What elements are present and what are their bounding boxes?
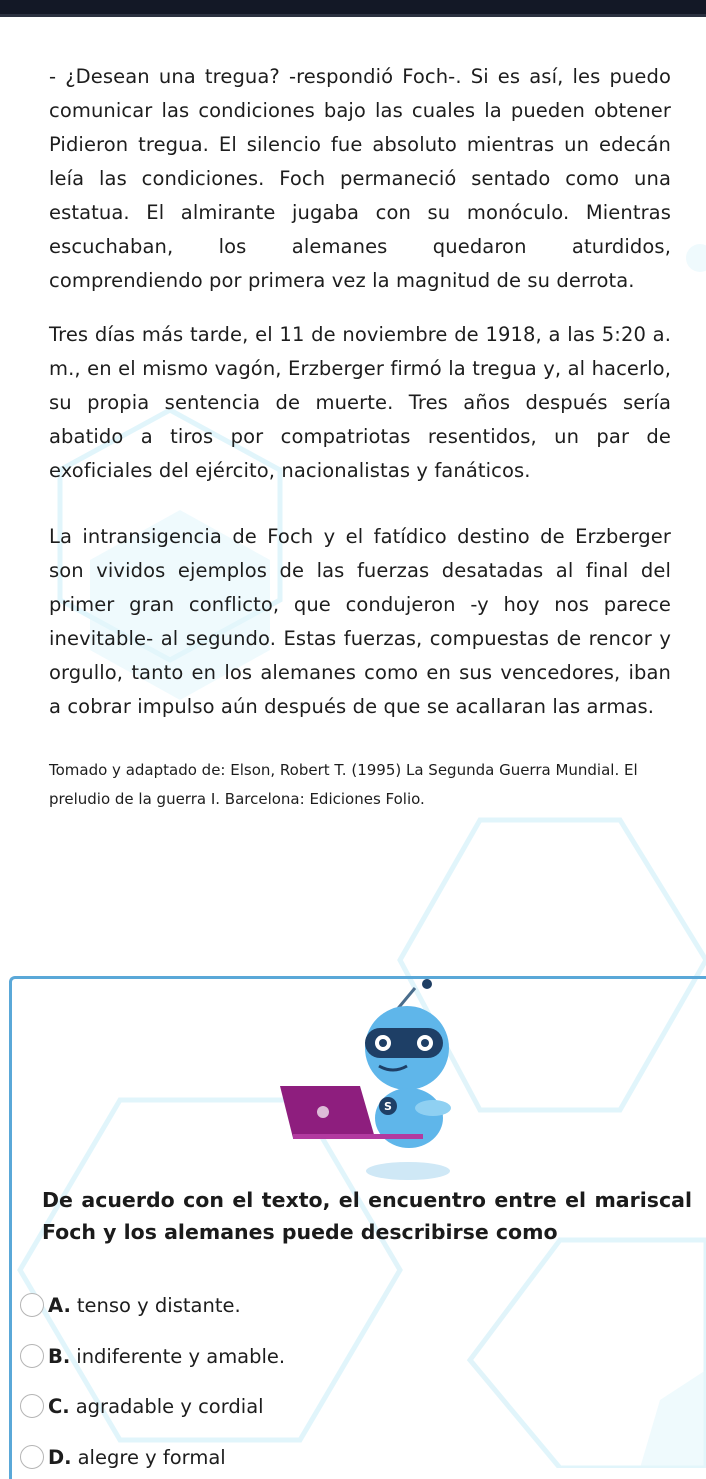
- source-citation: Tomado y adaptado de: Elson, Robert T. (1995) La Segunda Guerra Mundial. El preludio de la guerra I. Barcelona: Ediciones Folio.: [49, 761, 638, 808]
- radio-a[interactable]: [20, 1293, 44, 1317]
- robot-badge: S: [384, 1100, 392, 1113]
- question-text: De acuerdo con el texto, el encuentro entre el mariscal Foch y los alemanes puede describirse como: [42, 1188, 692, 1244]
- radio-d[interactable]: [20, 1445, 44, 1469]
- option-b-text: indiferente y amable.: [76, 1344, 286, 1368]
- paragraph-2: Tres días más tarde, el 11 de noviembre de 1918, a las 5:20 a. m., en el mismo vagón, Erzberger firmó la tregua y, al hacerlo, su propia sentencia de muerte. Tres años después sería abatido a tiros por compatriotas resentidos, un par de exoficiales del ejército, nacionalistas y fanáticos.: [49, 323, 671, 482]
- paragraph-3: La intransigencia de Foch y el fatídico destino de Erzberger son vividos ejemplos de las fuerzas desatadas al final del primer gran conflicto, que condujeron -y hoy nos parece inevitable- al segundo. Estas fuerzas, compuestas de rencor y orgullo, tanto en los alemanes como en sus vencedores, iban a cobrar impulso aún después de que se acallaran las armas.: [49, 525, 671, 718]
- reading-passage: [49, 60, 671, 814]
- option-b[interactable]: [20, 1341, 285, 1371]
- paragraph-1: - ¿Desean una tregua? -respondió Foch-. Si es así, les puedo comunicar las condiciones bajo las cuales la pueden obtener Pidieron tregua. El silencio fue absoluto mientras un edecán leía las condiciones. Foch permaneció sentado como una estatua. El almirante jugaba con su monóculo. Mientras escuchaban, los alemanes quedaron aturdidos, comprendiendo por primera vez la magnitud de su derrota.: [49, 65, 671, 292]
- option-c-letter: C.: [48, 1394, 70, 1418]
- option-b-letter: B.: [48, 1344, 71, 1368]
- radio-c[interactable]: [20, 1394, 44, 1418]
- option-d-letter: D.: [48, 1445, 72, 1469]
- option-a-letter: A.: [48, 1293, 71, 1317]
- radio-b[interactable]: [20, 1344, 44, 1368]
- option-c-text: agradable y cordial: [75, 1394, 264, 1418]
- option-c[interactable]: [20, 1391, 264, 1421]
- option-d-text: alegre y formal: [77, 1445, 226, 1469]
- option-a[interactable]: [20, 1290, 241, 1320]
- robot-illustration-icon: [275, 978, 455, 1188]
- option-a-text: tenso y distante.: [76, 1293, 241, 1317]
